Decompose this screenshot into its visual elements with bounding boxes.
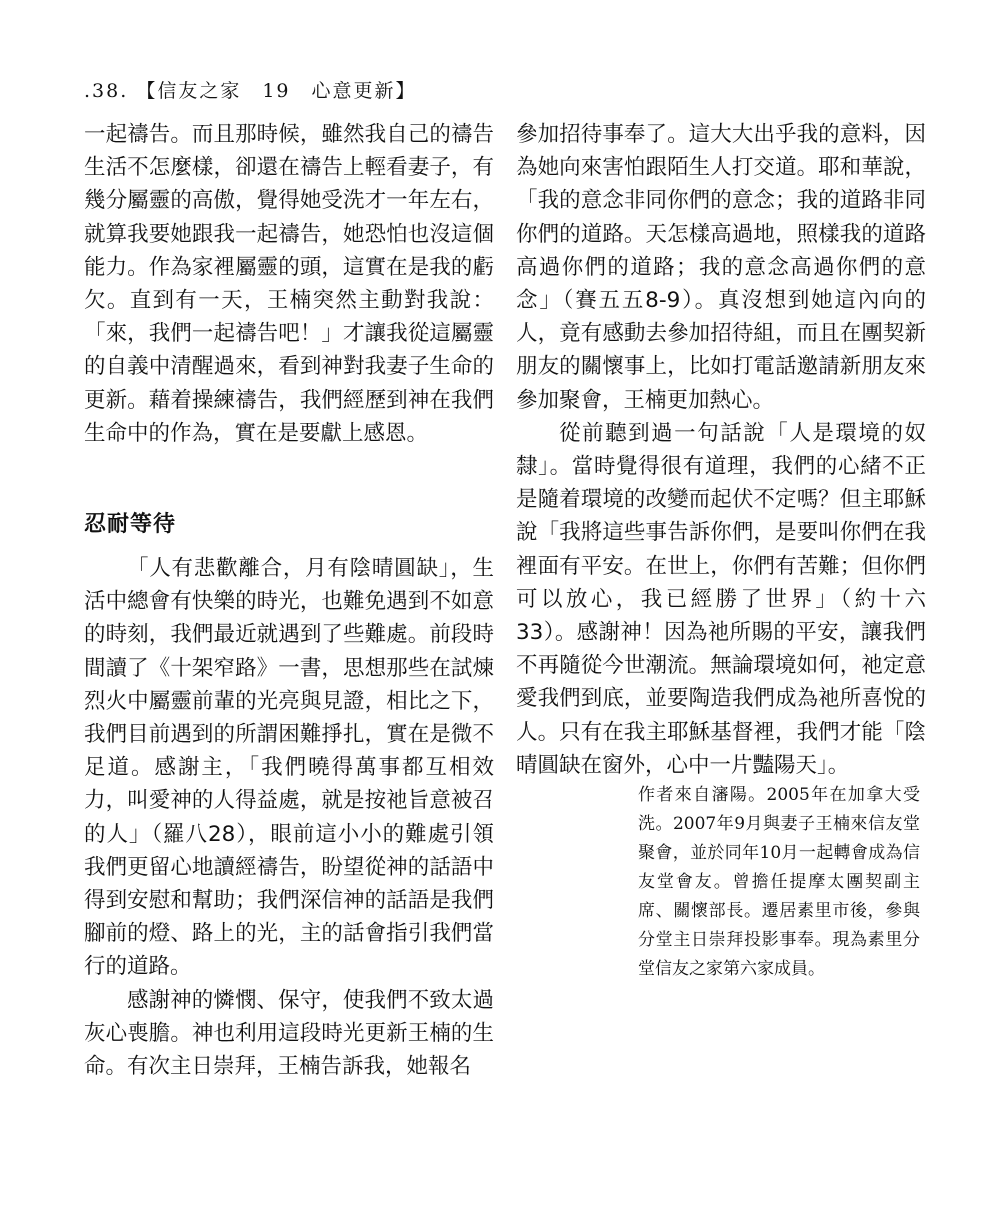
body-paragraph: 感謝神的憐憫、保守，使我們不致太過灰心喪膽。神也利用這段時光更新王楠的生命。有次主日崇拜，王楠告訴我，她報名 <box>84 987 494 1080</box>
author-bio: 作者來自瀋陽。2005年在加拿大受洗。2007年9月與妻子王楠來信友堂聚會，並於同年10月一起轉會成為信友堂會友。曾擔任提摩太團契副主席、關懷部長。遷居素里市後，參與分堂主日崇拜投影事奉。現為素里分堂信友之家第六家成員。 <box>638 785 920 979</box>
page-number: .38. <box>84 80 129 102</box>
page-header <box>84 76 417 103</box>
body-paragraph: 「人有悲歡離合，月有陰晴圓缺」，生活中總會有快樂的時光，也難免遇到不如意的時刻，我們最近就遇到了些難處。前段時間讀了《十架窄路》一書，思想那些在試煉烈火中屬靈前輩的光亮與見證，相比之下，我們目前遇到的所謂困難掙扎，實在是微不足道。感謝主，「我們曉得萬事都互相效力，叫愛神的人得益處，就是按祂旨意被召的人」（羅八28），眼前這小小的難處引領我們更留心地讀經禱告，盼望從神的話語中得到安慰和幫助；我們深信神的話語是我們腳前的燈、路上的光，主的話會指引我們當行的道路。 <box>84 556 494 980</box>
body-paragraph: 從前聽到過一句話說「人是環境的奴隸」。當時覺得很有道理，我們的心緒不正是隨着環境的改變而起伏不定嗎？但主耶穌說「我將這些事告訴你們，是要叫你們在我裡面有平安。在世上，你們有苦難；但你們可以放心，我已經勝了世界」（約十六33）。感謝神！因為祂所賜的平安，讓我們不再隨從今世潮流。無論環境如何，祂定意愛我們到底，並要陶造我們成為祂所喜悅的人。只有在我主耶穌基督裡，我們才能「陰晴圓缺在窗外，心中一片豔陽天」。 <box>516 420 926 778</box>
body-paragraph: 一起禱告。而且那時候，雖然我自己的禱告生活不怎麼樣，卻還在禱告上輕看妻子，有幾分屬靈的高傲，覺得她受洗才一年左右，就算我要她跟我一起禱告，她恐怕也沒這個能力。作為家裡屬靈的頭，這實在是我的虧欠。直到有一天，王楠突然主動對我說：「來，我們一起禱告吧！」才讓我從這屬靈的自義中清醒過來，看到神對我妻子生命的更新。藉着操練禱告，我們經歷到神在我們生命中的作為，實在是要獻上感恩。 <box>84 122 494 446</box>
left-column <box>84 118 494 1083</box>
body-paragraph: 參加招待事奉了。這大大出乎我的意料，因為她向來害怕跟陌生人打交道。耶和華說，「我的意念非同你們的意念；我的道路非同你們的道路。天怎樣高過地，照樣我的道路高過你們的道路；我的意念高過你們的意念」（賽五五8-9）。真沒想到她這內向的人，竟有感動去參加招待組，而且在團契新朋友的關懷事上，比如打電話邀請新朋友來參加聚會，王楠更加熱心。 <box>516 122 926 413</box>
section-heading: 忍耐等待 <box>84 512 177 538</box>
magazine-title: 【信友之家 19 心意更新】 <box>136 80 417 102</box>
right-column <box>516 118 926 782</box>
